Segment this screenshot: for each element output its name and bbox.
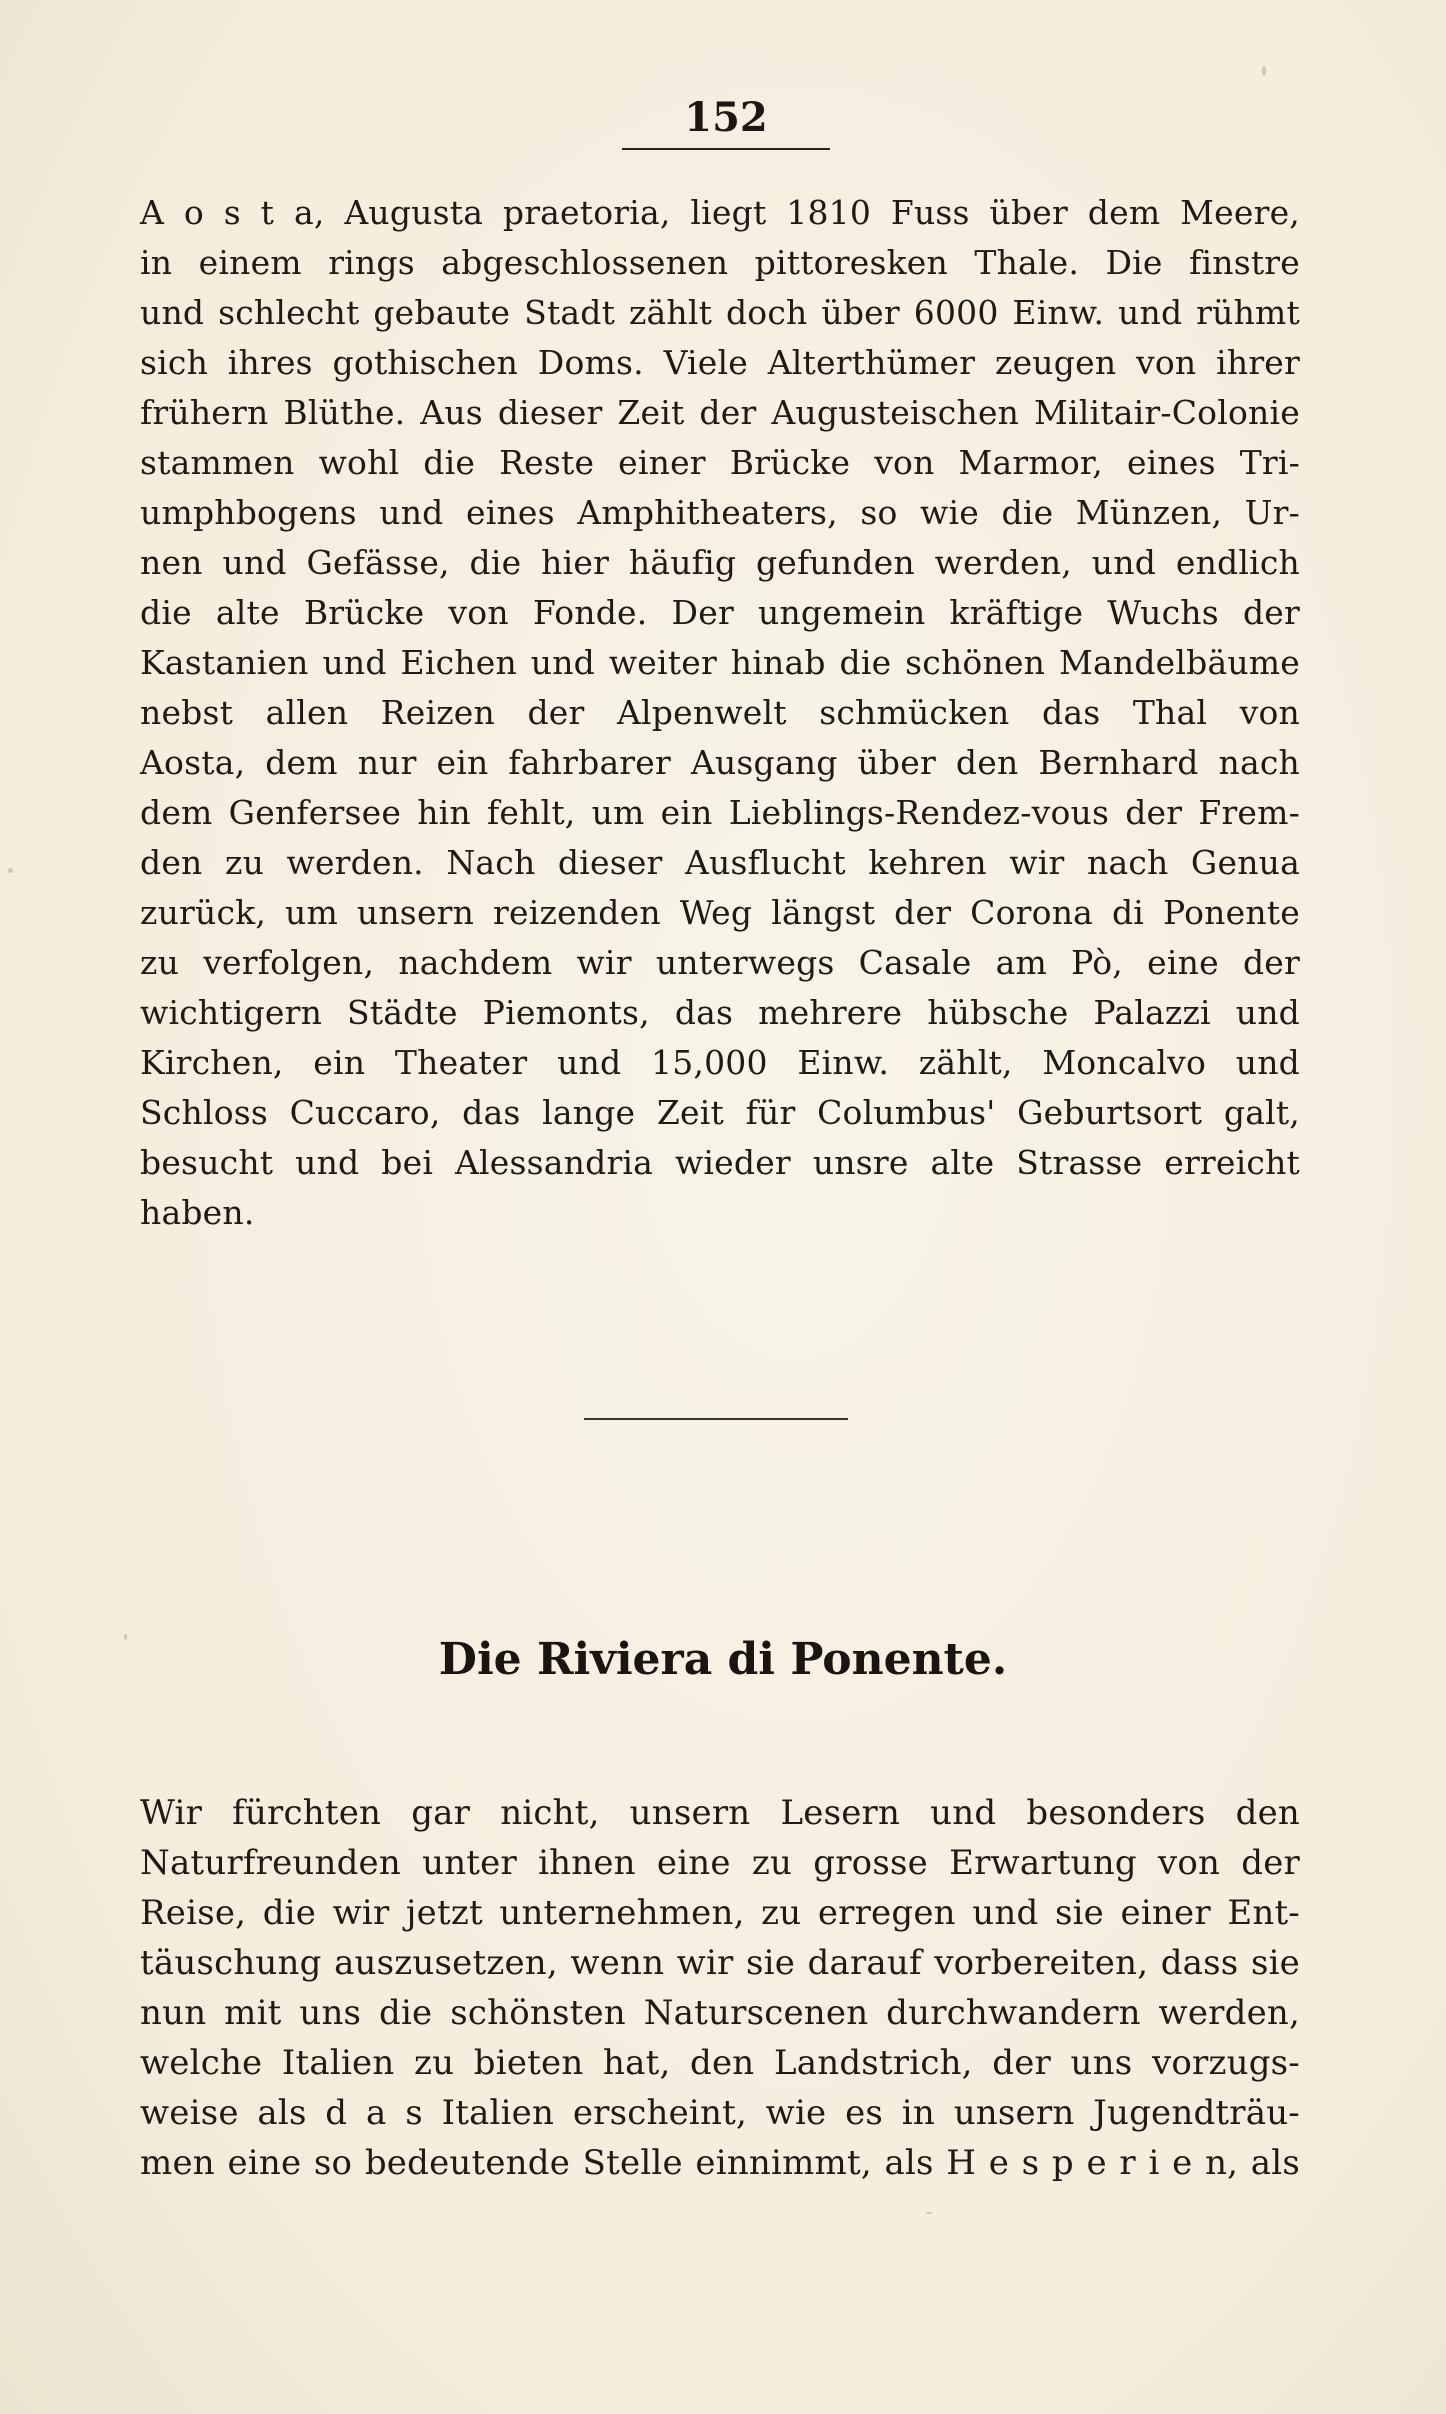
ink-speck xyxy=(124,1634,127,1640)
text-line: nen und Gefässe, die hier häufig gefunden werden, und endlich xyxy=(140,543,1300,582)
text-line: und schlecht gebaute Stadt zählt doch über 6000 Einw. und rühmt xyxy=(140,293,1300,332)
text-line: nebst allen Reizen der Alpenwelt schmücken das Thal von xyxy=(140,693,1300,732)
text-line: sich ihres gothischen Doms. Viele Alterthümer zeugen von ihrer xyxy=(140,343,1300,382)
text-line: Reise, die wir jetzt unternehmen, zu erregen und sie einer Ent- xyxy=(140,1893,1300,1933)
header-rule xyxy=(622,148,830,150)
paragraph-aosta xyxy=(140,188,1300,1238)
text-line: wichtigern Städte Piemonts, das mehrere hübsche Palazzi und xyxy=(140,993,1300,1032)
ink-speck xyxy=(1262,66,1266,76)
text-line: zurück, um unsern reizenden Weg längst der Corona di Ponente xyxy=(140,893,1300,932)
text-line: in einem rings abgeschlossenen pittoresken Thale. Die finstre xyxy=(140,243,1300,282)
text-line: A o s t a, Augusta praetoria, liegt 1810 Fuss über dem Meere, xyxy=(140,193,1300,232)
text-line: haben. xyxy=(140,1193,255,1232)
text-line: Kastanien und Eichen und weiter hinab die schönen Mandelbäume xyxy=(140,643,1300,682)
text-line: nun mit uns die schönsten Naturscenen durchwandern werden, xyxy=(140,1993,1300,2033)
text-line: täuschung auszusetzen, wenn wir sie darauf vorbereiten, dass sie xyxy=(140,1943,1300,1983)
text-line: welche Italien zu bieten hat, den Landstrich, der uns vorzugs- xyxy=(140,2043,1300,2083)
text-line: zu verfolgen, nachdem wir unterwegs Casale am Pò, eine der xyxy=(140,943,1300,982)
text-line: dem Genfersee hin fehlt, um ein Lieblings-Rendez-vous der Frem- xyxy=(140,793,1300,832)
text-line: Naturfreunden unter ihnen eine zu grosse Erwartung von der xyxy=(140,1843,1300,1883)
text-line: umphbogens und eines Amphitheaters, so wie die Münzen, Ur- xyxy=(140,493,1300,532)
section-heading: Die Riviera di Ponente. xyxy=(438,1634,1008,1685)
text-line: besucht und bei Alessandria wieder unsre alte Strasse erreicht xyxy=(140,1143,1300,1182)
text-line: Aosta, dem nur ein fahrbarer Ausgang über den Bernhard nach xyxy=(140,743,1300,782)
text-line: stammen wohl die Reste einer Brücke von Marmor, eines Tri- xyxy=(140,443,1300,482)
section-divider xyxy=(584,1418,848,1420)
text-line: Kirchen, ein Theater und 15,000 Einw. zählt, Moncalvo und xyxy=(140,1043,1300,1082)
text-line: weise als d a s Italien erscheint, wie es in unsern Jugendträu- xyxy=(140,2093,1300,2133)
text-line: Schloss Cuccaro, das lange Zeit für Columbus' Geburtsort galt, xyxy=(140,1093,1300,1132)
ink-speck xyxy=(926,2212,932,2214)
ink-speck xyxy=(8,868,13,873)
text-line: Wir fürchten gar nicht, unsern Lesern und besonders den xyxy=(140,1793,1300,1833)
text-line: frühern Blüthe. Aus dieser Zeit der Augusteischen Militair-Colonie xyxy=(140,393,1300,432)
page-number: 152 xyxy=(684,94,768,141)
text-line: men eine so bedeutende Stelle einnimmt, als H e s p e r i e n, als xyxy=(140,2143,1300,2183)
paragraph-riviera xyxy=(140,1788,1300,2188)
text-line: die alte Brücke von Fonde. Der ungemein kräftige Wuchs der xyxy=(140,593,1300,632)
text-line: den zu werden. Nach dieser Ausflucht kehren wir nach Genua xyxy=(140,843,1300,882)
